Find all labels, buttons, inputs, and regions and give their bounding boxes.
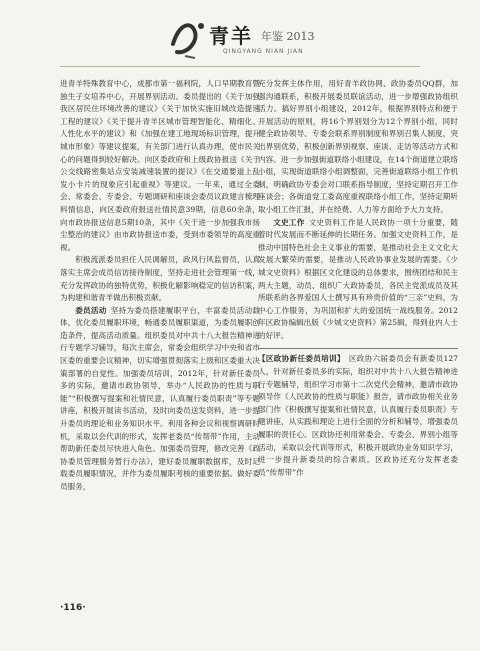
logo-pinyin: QINGYANG NIAN JIAN [223, 48, 304, 55]
section-heading-new-member-training: 【区政协新任委员培训】 [258, 354, 345, 364]
logo-subtitle [261, 28, 315, 44]
left-paragraph-3 [60, 305, 260, 494]
section-heading-member-activities: 委员活动 [75, 305, 107, 315]
yearbook-logo [165, 14, 325, 62]
header-divider [60, 66, 420, 67]
page-header [0, 10, 480, 66]
logo-year: 2013 [286, 30, 315, 43]
new-member-training-text: 区政协六届委员会有新委员127人，针对新任委员多的实际，组织对中共十八大报告精神进行专题辅导，组织学习市第十二次党代会精神，邀请市政协领导作《人民政协的性质与职能》报告，请市政协相关业务部门作《积极撰写提案和社情民意，认真履行委员职责》专题讲座，从实践和理论上进行全面的分析和辅导，增强委员履职的责任心。区政协还利用常委会、专委会、界别小组等活动，采取以会代训等形式，积极开展政协业务知识学习，进一步提升新委员的综合素质。区政协还充分发挥老委员“传帮带”作 [258, 354, 459, 477]
left-paragraph-2: 积极流派委员担任人民调解员，政风行风监督员，认真落实主席会成员信访接待制度，坚持走进社会管理第一线，充分发挥政协的独特优势，积极化解影响稳定的信访积案，为构建和谐青羊做出积极贡献。 [60, 255, 260, 303]
section-heading-culture-history: 文史工作 [273, 217, 305, 227]
right-column [258, 78, 458, 479]
page-number: ·116· [60, 603, 86, 613]
right-paragraph-1: 充分发挥主体作用，用好青羊政协网、政协委员QQ群，加强沟通联系，积极开展委员联谊活动，进一步增强政协组织活力。搞好界别小组建设，2012年，根据界别特点和便于开展活动的原则，将16个界别划分为12个界别小组，同时健全政协领导、专委会联系界别制度和界别召集人制度，突出界别优势，积极创新界别视察、座谈、走访等活动方式和内容。进一步加强街道联络小组建设，在14个街道建立联络小组，实现街道联络小组调整面，完善街道联络小组工作机制，明确政协专委会对口联系指导制度，坚持定期召开工作座谈会；各街道党工委高度重视联络小组工作，坚持定期听取小组工作汇报，并在经费、人力等方面给予大力支持。 [258, 79, 458, 214]
logo-title: 青羊 [209, 24, 253, 48]
member-activities-text: 坚持为委员搭建履职平台，丰富委员活动载体，优化委员履职环境，畅通委员履职渠道，为委员履职创造条件，提高活动质量。组织委员对中共十八大报告精神进行专题学习辅导，每次主席会，常委会组织学习中央和省市区委的重要会议精神，切实增强贯彻落实上级和区委重大决策部署的自觉性。加强委员培训，2012年，针对新任委员多的实际，邀请市政协领导，举办“人民政协的性质与职能”“积极撰写提案和社情民意，认真履行委员职责”等专题讲座，积极开展读书活动，及时向委员送发资料，进一步提升委员的理论和业务知识水平。利用各种会议和视察调研时机，采取以会代训的形式，发挥老委员“传帮带”作用，主动帮助新任委员尽快进入角色。加强委员管理，修改完善《政协委员管理服务暂行办法》，建好委员履职数据库，及时记载委员履职情况，并作为委员履职考核的重要依据。做好委员服务， [60, 305, 261, 491]
culture-history-text: 文史资料工作是人民政协一项十分重要，随着时代发展而不断延伸的长期任务。加强文史资料工作，是推动中国特色社会主义事业的需要，是推动社会主义文化大发展大繁荣的需要，是推动人民政协事业发展的需要。《少城文史资料》根据区文化建设的总体要求，围绕团结和民主两大主题，动员、组织广大政协委员，各民主党派成员及其所联系的各界爱国人士撰写具有珍贵价值的“三亲”史料，为中心工作服务，为巩固和扩大的爱国统一战线服务。2012年区政协编辑出版《少城文史资料》第25辑，得到业内人士的好评。 [258, 217, 459, 340]
left-column [60, 78, 260, 494]
left-paragraph-1: 进青羊特殊教育中心，成都市第一福利院，人口早期教育暨独生子女培养中心，开展界别活动。委员提出的《关于加强我区居民住环境改善的建议》《关于加快实施旧城改造提速工程的建议》《关于提升青羊区城市管理智能化、精细化、人性化水平的建议》和《加强在建工地现场标识管理，提升城市形象》等建议提案，有关部门进行认真办理，使市民关心的问题得到较好解决。向区委政府和上级政协报送《关于公交线路密集站点安装减速装置的提议》《在交通要道上乱发小卡片的现象应引起重视》等建议。一年来，通过全委会、常委会、专委会、专题调研和座谈会委员议政建言梳理料情信息，向区委政府报送社情民意39期，信息60余条，向市政协报送信息5期10条，其中《关于进一步加强我市扬尘整治的建议》由市政协报送市委，受到市委领导的高度重视。 [60, 79, 260, 252]
right-paragraph-3 [258, 353, 458, 479]
logo-subtitle-text: 年鉴 [261, 30, 283, 43]
training-section [258, 348, 458, 479]
right-paragraph-2 [258, 217, 458, 343]
